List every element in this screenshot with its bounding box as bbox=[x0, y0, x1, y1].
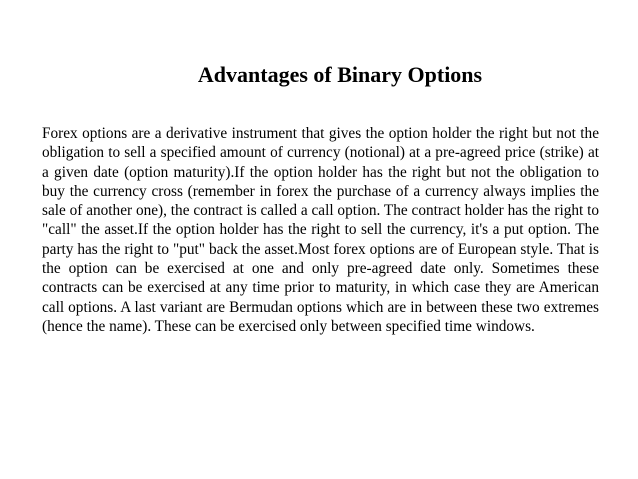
slide-title: Advantages of Binary Options bbox=[197, 62, 483, 87]
slide-body-paragraph: Forex options are a derivative instrument that gives the option holder the right but not the obligation to sell a specified amount of currency (notional) at a pre-agreed price (strike) at a given date (option maturity).If the option holder has the right but not the obligation to buy the currency cross (remember in forex the purchase of a currency always implies the sale of another one), the contract is called a call option. The contract holder has the right to "call" the asset.If the option holder has the right to sell the currency, it's a put option. The party has the right to "put" back the asset.Most forex options are of European style. That is the option can be exercised at one and only pre-agreed date only. Sometimes these contracts can be exercised at any time prior to maturity, in which case they are American call options. A last variant are Bermudan options which are in between these two extremes (hence the name). These can be exercised only between specified time windows. bbox=[42, 125, 599, 335]
